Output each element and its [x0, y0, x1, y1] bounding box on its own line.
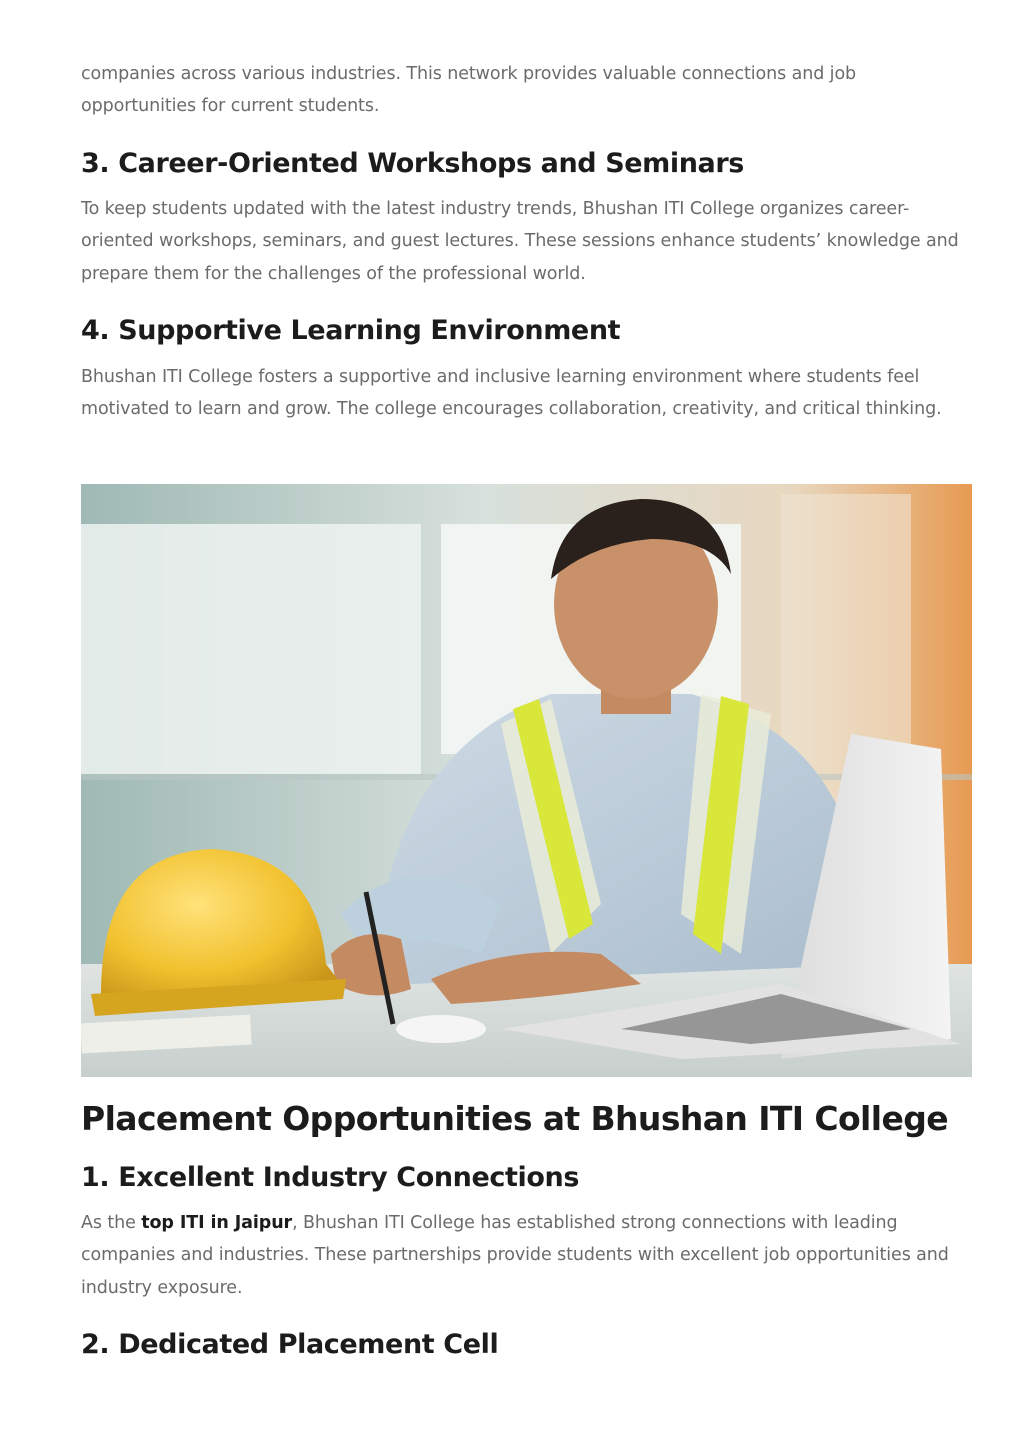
top-iti-link-text: top ITI in Jaipur [141, 1213, 293, 1233]
body-suffix: , Bhushan ITI College has established strong connections with leading companies and industries. These partnerships provide students with excellent job opportunities and industry exposure. [81, 1213, 949, 1298]
section-4-heading: 4. Supportive Learning Environment [81, 315, 621, 346]
section-4-body: Bhushan ITI College fosters a supportive and inclusive learning environment where students feel motivated to learn and grow. The college encourages collaboration, creativity, and critical thinking. [81, 367, 942, 420]
body-prefix: As the [81, 1213, 142, 1233]
placement-item-2-heading: 2. Dedicated Placement Cell [81, 1329, 499, 1360]
placement-heading: Placement Opportunities at Bhushan ITI College [81, 1099, 949, 1138]
student-engineer-photo [81, 484, 972, 1077]
section-3-heading: 3. Career-Oriented Workshops and Seminars [81, 148, 744, 179]
intro-paragraph: companies across various industries. This network provides valuable connections and job opportunities for current students. [81, 64, 857, 117]
placement-item-1-heading: 1. Excellent Industry Connections [81, 1162, 580, 1193]
section-3-body: To keep students updated with the latest industry trends, Bhushan ITI College organizes career-oriented workshops, seminars, and guest lectures. These sessions enhance students’ knowledge and prepare them for the challenges of the professional world. [81, 199, 959, 284]
placement-item-1-body [81, 1207, 973, 1304]
